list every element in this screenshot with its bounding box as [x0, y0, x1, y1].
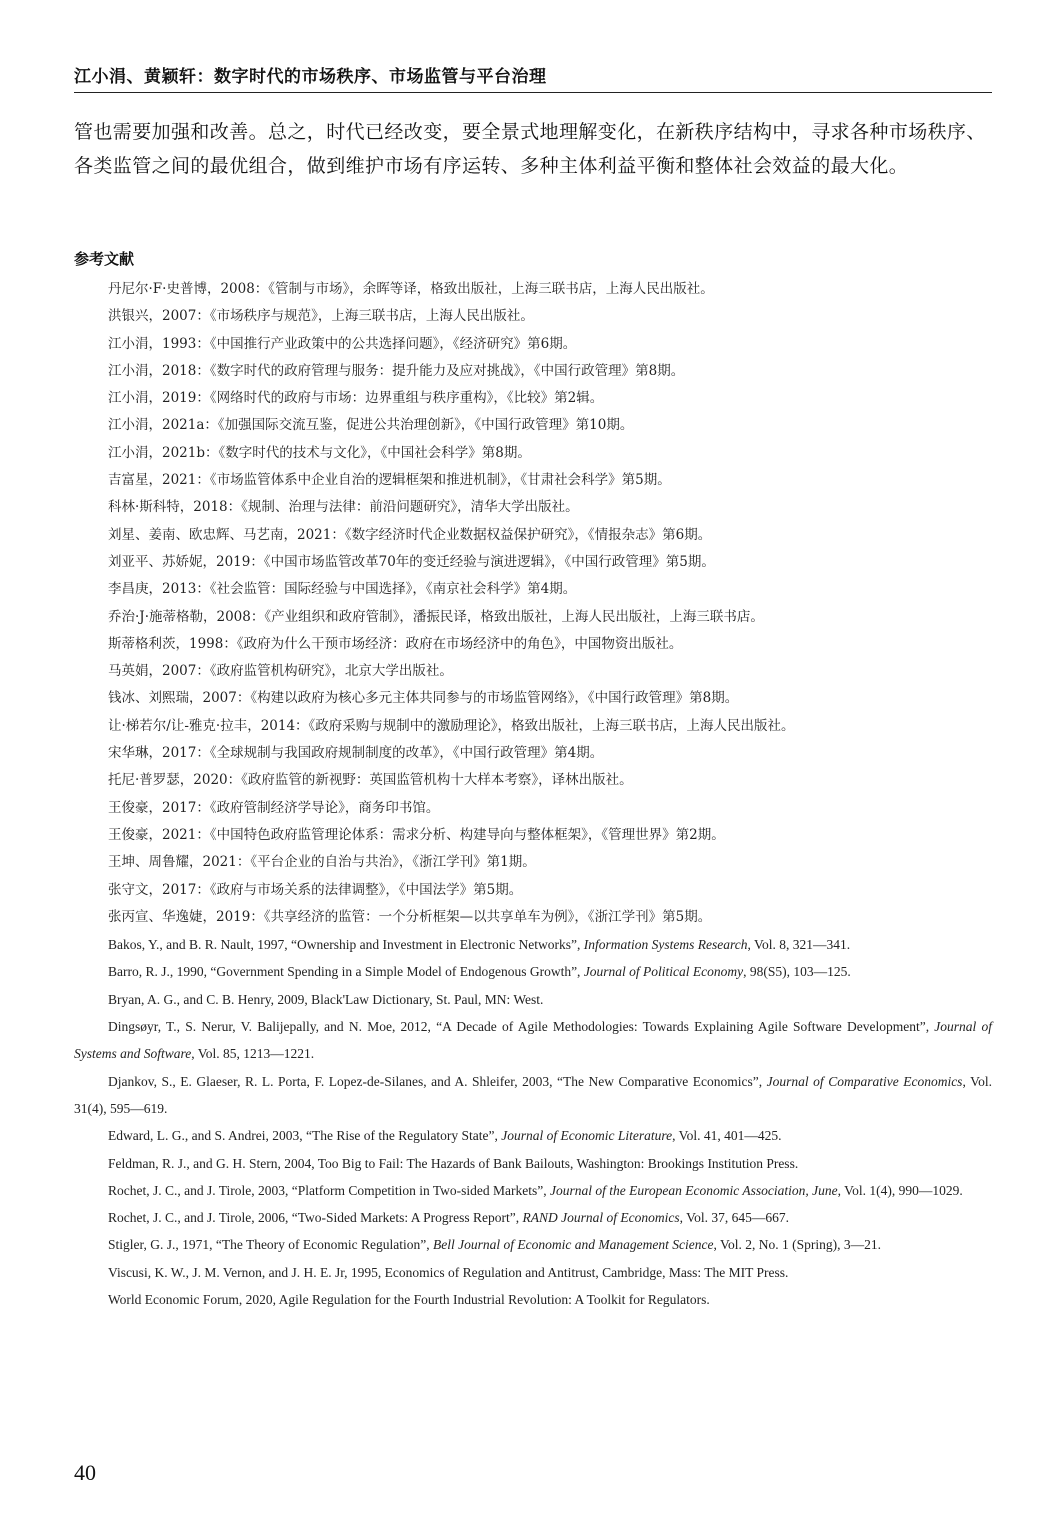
reference-item: 王坤、周鲁耀，2021：《平台企业的自治与共治》，《浙江学刊》第1期。: [108, 854, 536, 871]
reference-item: 李昌庚，2013：《社会监管：国际经验与中国选择》，《南京社会科学》第4期。: [108, 581, 577, 598]
reference-item-en: [74, 958, 992, 985]
reference-item-en: [74, 1204, 992, 1231]
ref-text: Rochet, J. C., and J. Tirole, 2006, “Two-Sided Markets: A Progress Report”,: [108, 1210, 523, 1226]
ref-journal: Journal of Political Economy: [583, 964, 744, 980]
ref-journal: Journal of Systems and Software: [74, 1019, 993, 1062]
reference-item-en: [74, 1150, 992, 1177]
reference-item-en: [74, 1122, 992, 1149]
ref-text: , 98(S5), 103—125.: [743, 964, 851, 980]
running-head-title: 江小涓、黄颖轩：数字时代的市场秩序、市场监管与平台治理: [74, 67, 547, 87]
ref-text: Viscusi, K. W., J. M. Vernon, and J. H. E. Jr, 1995, Economics of Regulation and Antitrust, Cambridge, Mass: The MIT Press.: [108, 1264, 789, 1280]
reference-item: 钱冰、刘熙瑞，2007：《构建以政府为核心多元主体共同参与的市场监管网络》，《中国行政管理》第8期。: [108, 690, 739, 707]
reference-item: 王俊豪，2021：《中国特色政府监管理论体系：需求分析、构建导向与整体框架》，《管理世界》第2期。: [108, 826, 725, 843]
ref-text: Rochet, J. C., and J. Tirole, 2003, “Platform Competition in Two-sided Markets”,: [108, 1182, 551, 1198]
reference-item: 乔治·J·施蒂格勒，2008：《产业组织和政府管制》，潘振民译，格致出版社，上海人民出版社，上海三联书店。: [108, 608, 764, 625]
ref-journal: Journal of Comparative Economics: [766, 1073, 963, 1089]
ref-journal: Journal of Economic Literature: [501, 1128, 673, 1144]
reference-item: 王俊豪，2017：《政府管制经济学导论》，商务印书馆。: [108, 799, 440, 816]
reference-item: 张丙宣、华逸婕，2019：《共享经济的监管：一个分析框架—以共享单车为例》，《浙江学刊》第5期。: [108, 908, 712, 925]
reference-item: 科林·斯科特，2018：《规制、治理与法律：前沿问题研究》，清华大学出版社。: [108, 499, 579, 516]
ref-text: , Vol. 41, 401—425.: [672, 1128, 782, 1144]
reference-item-en: [74, 1068, 992, 1123]
ref-text: Barro, R. J., 1990, “Government Spending in a Simple Model of Endogenous Growth”,: [108, 964, 584, 980]
ref-text: Bryan, A. G., and C. B. Henry, 2009, Black'Law Dictionary, St. Paul, MN: West.: [108, 991, 544, 1007]
reference-item-en: [74, 931, 992, 958]
reference-item-en: [74, 1177, 992, 1204]
reference-list: [74, 276, 992, 1313]
reference-item: 托尼·普罗瑟，2020：《政府监管的新视野：英国监管机构十大样本考察》，译林出版社。: [108, 772, 633, 789]
ref-journal: RAND Journal of Economics: [522, 1210, 680, 1226]
reference-item: 江小涓，2019：《网络时代的政府与市场：边界重组与秩序重构》，《比较》第2辑。: [108, 390, 604, 407]
reference-item: 江小涓，2021a：《加强国际交流互鉴，促进公共治理创新》，《中国行政管理》第10期。: [108, 417, 634, 434]
ref-text: Dingsøyr, T., S. Nerur, V. Balijepally, and N. Moe, 2012, “A Decade of Agile Methodologies: Towards Explaining Agile Software Development”,: [108, 1019, 935, 1035]
ref-text: , Vol. 31(4), 595—619.: [74, 1073, 992, 1116]
reference-item: 吉富星，2021：《市场监管体系中企业自治的逻辑框架和推进机制》，《甘肃社会科学》第5期。: [108, 472, 671, 489]
header-rule: [74, 92, 992, 93]
body-paragraph: 管也需要加强和改善。总之，时代已经改变，要全景式地理解变化，在新秩序结构中，寻求各种市场秩序、各类监管之间的最优组合，做到维护市场有序运转、多种主体利益平衡和整体社会效益的最大化。: [74, 121, 986, 177]
reference-item: 马英娟，2007：《政府监管机构研究》，北京大学出版社。: [108, 663, 453, 680]
reference-item: 洪银兴，2007：《市场秩序与规范》，上海三联书店，上海人民出版社。: [108, 308, 534, 325]
reference-item: 江小涓，2021b：《数字时代的技术与文化》，《中国社会科学》第8期。: [108, 444, 531, 461]
reference-item: 江小涓，2018：《数字时代的政府管理与服务：提升能力及应对挑战》，《中国行政管理》第8期。: [108, 362, 685, 379]
reference-item: 让·梯若尔/让-雅克·拉丰，2014：《政府采购与规制中的激励理论》，格致出版社，上海三联书店，上海人民出版社。: [108, 717, 795, 734]
ref-text: Stigler, G. J., 1971, “The Theory of Economic Regulation”,: [108, 1237, 434, 1253]
reference-item: 刘星、姜南、欧忠辉、马艺南，2021：《数字经济时代企业数据权益保护研究》，《情报杂志》第6期。: [108, 526, 712, 543]
ref-text: , Vol. 8, 321—341.: [747, 937, 851, 953]
ref-text: Djankov, S., E. Glaeser, R. L. Porta, F. Lopez-de-Silanes, and A. Shleifer, 2003, “The New Comparative Economics”,: [108, 1073, 767, 1089]
reference-item-en: [74, 986, 992, 1013]
reference-item: 刘亚平、苏娇妮，2019：《中国市场监管改革70年的变迁经验与演进逻辑》，《中国行政管理》第5期。: [108, 553, 715, 570]
reference-item: 宋华琳，2017：《全球规制与我国政府规制制度的改革》，《中国行政管理》第4期。: [108, 745, 604, 762]
reference-item: 斯蒂格利茨，1998：《政府为什么干预市场经济：政府在市场经济中的角色》，中国物资出版社。: [108, 635, 683, 652]
ref-text: , Vol. 85, 1213—1221.: [191, 1046, 315, 1062]
ref-text: Edward, L. G., and S. Andrei, 2003, “The Rise of the Regulatory State”,: [108, 1128, 502, 1144]
reference-item: 张守文，2017：《政府与市场关系的法律调整》，《中国法学》第5期。: [108, 881, 523, 898]
ref-journal: Bell Journal of Economic and Management Science: [433, 1237, 714, 1253]
reference-item: 丹尼尔·F·史普博，2008：《管制与市场》，余晖等译，格致出版社，上海三联书店，上海人民出版社。: [108, 281, 714, 297]
ref-journal: Journal of the European Economic Association, June: [550, 1182, 838, 1198]
ref-text: , Vol. 37, 645—667.: [679, 1210, 790, 1226]
reference-item-en: [74, 1259, 992, 1286]
reference-item-en: [74, 1231, 992, 1258]
ref-journal: Information Systems Research: [583, 937, 748, 953]
reference-item: 江小涓，1993：《中国推行产业政策中的公共选择问题》，《经济研究》第6期。: [108, 335, 577, 352]
ref-text: , Vol. 1(4), 990—1029.: [837, 1182, 963, 1198]
reference-item-en: [74, 1286, 992, 1313]
ref-text: World Economic Forum, 2020, Agile Regulation for the Fourth Industrial Revolution: A Toolkit for Regulators.: [108, 1291, 710, 1307]
references-heading: 参考文献: [74, 250, 135, 268]
page-number: 40: [74, 1460, 96, 1485]
ref-text: Bakos, Y., and B. R. Nault, 1997, “Ownership and Investment in Electronic Networks”,: [108, 937, 584, 953]
reference-item-en: [74, 1013, 992, 1068]
ref-text: , Vol. 2, No. 1 (Spring), 3—21.: [713, 1237, 881, 1253]
ref-text: Feldman, R. J., and G. H. Stern, 2004, Too Big to Fail: The Hazards of Bank Bailouts, Washington: Brookings Institution Press.: [108, 1155, 799, 1171]
